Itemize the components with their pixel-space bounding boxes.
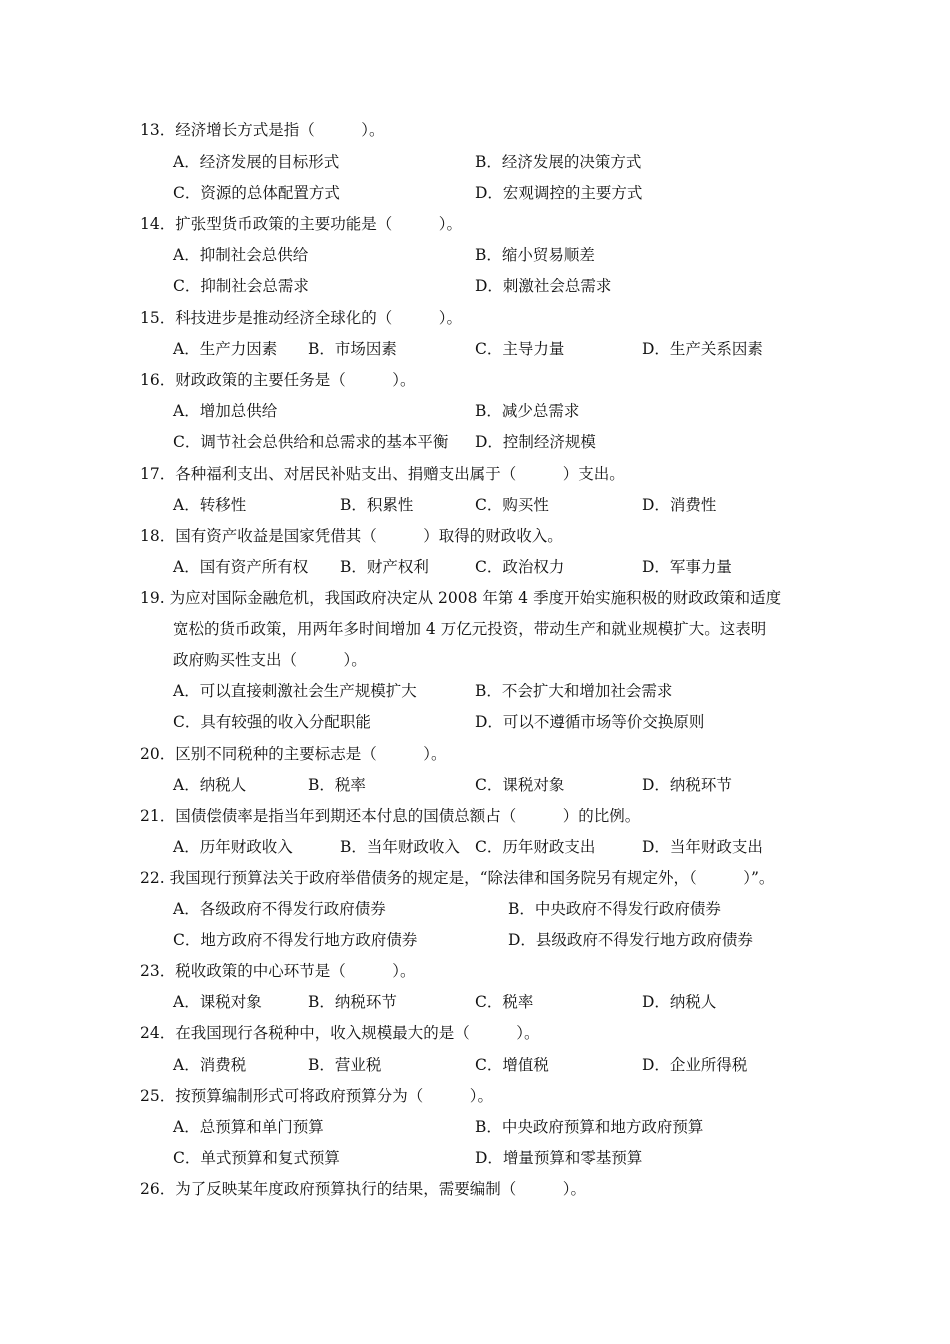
option-a: A．课税对象 xyxy=(173,993,262,1011)
option-row xyxy=(0,337,950,361)
option-d: D．县级政府不得发行地方政府债券 xyxy=(508,931,753,949)
question-22 xyxy=(0,866,950,890)
option-c: C．地方政府不得发行地方政府债券 xyxy=(173,931,418,949)
option-b: B．经济发展的决策方式 xyxy=(475,153,642,171)
option-c: C．购买性 xyxy=(475,496,549,514)
question-16 xyxy=(0,368,950,392)
option-d: D．纳税环节 xyxy=(642,776,732,794)
question-19-cont xyxy=(0,648,950,672)
question-15 xyxy=(0,306,950,330)
option-row xyxy=(0,150,950,174)
option-b: B．积累性 xyxy=(340,496,414,514)
option-b: B．减少总需求 xyxy=(475,402,580,420)
question-26 xyxy=(0,1177,950,1201)
option-d: D．军事力量 xyxy=(642,558,732,576)
option-row xyxy=(0,928,950,952)
option-a: A．转移性 xyxy=(173,496,247,514)
question-stem: 22. 我国现行预算法关于政府举借债务的规定是，“除法律和国务院另有规定外，（ ）”。 xyxy=(140,869,775,887)
option-b: B．当年财政收入 xyxy=(340,838,460,856)
option-c: C．资源的总体配置方式 xyxy=(173,184,340,202)
question-stem: 20．区别不同税种的主要标志是（ ）。 xyxy=(140,745,447,763)
question-stem: 14．扩张型货币政策的主要功能是（ ）。 xyxy=(140,215,462,233)
question-17 xyxy=(0,462,950,486)
option-a: A．可以直接刺激社会生产规模扩大 xyxy=(173,682,417,700)
question-stem-line-2: 宽松的货币政策，用两年多时间增加 4 万亿元投资，带动生产和就业规模扩大。这表明 xyxy=(173,620,767,638)
option-b: B．市场因素 xyxy=(308,340,397,358)
question-14 xyxy=(0,212,950,236)
option-c: C．政治权力 xyxy=(475,558,565,576)
question-stem: 17．各种福利支出、对居民补贴支出、捐赠支出属于（ ）支出。 xyxy=(140,465,625,483)
option-d: D．增量预算和零基预算 xyxy=(475,1149,643,1167)
option-row xyxy=(0,1053,950,1077)
option-c: C．税率 xyxy=(475,993,534,1011)
option-d: D．刺激社会总需求 xyxy=(475,277,612,295)
option-a: A．增加总供给 xyxy=(173,402,278,420)
option-d: D．当年财政支出 xyxy=(642,838,763,856)
option-a: A．历年财政收入 xyxy=(173,838,293,856)
question-18 xyxy=(0,524,950,548)
option-row xyxy=(0,181,950,205)
option-row xyxy=(0,274,950,298)
option-a: A．生产力因素 xyxy=(173,340,278,358)
option-c: C．调节社会总供给和总需求的基本平衡 xyxy=(173,433,449,451)
option-c: C．单式预算和复式预算 xyxy=(173,1149,340,1167)
question-stem: 26．为了反映某年度政府预算执行的结果，需要编制（ ）。 xyxy=(140,1180,586,1198)
question-24 xyxy=(0,1021,950,1045)
question-stem: 18．国有资产收益是国家凭借其（ ）取得的财政收入。 xyxy=(140,527,563,545)
option-b: B．财产权利 xyxy=(340,558,429,576)
option-c: C．抑制社会总需求 xyxy=(173,277,309,295)
option-d: D．企业所得税 xyxy=(642,1056,748,1074)
question-stem: 23．税收政策的中心环节是（ ）。 xyxy=(140,962,416,980)
option-row xyxy=(0,1146,950,1170)
question-23 xyxy=(0,959,950,983)
option-a: A．经济发展的目标形式 xyxy=(173,153,340,171)
option-b: B．不会扩大和增加社会需求 xyxy=(475,682,673,700)
option-d: D．消费性 xyxy=(642,496,717,514)
option-row xyxy=(0,243,950,267)
option-a: A．国有资产所有权 xyxy=(173,558,309,576)
option-d: D．控制经济规模 xyxy=(475,433,596,451)
question-20 xyxy=(0,742,950,766)
option-d: D．可以不遵循市场等价交换原则 xyxy=(475,713,705,731)
option-d: D．宏观调控的主要方式 xyxy=(475,184,643,202)
option-row xyxy=(0,679,950,703)
option-a: A．纳税人 xyxy=(173,776,247,794)
question-stem-line-3: 政府购买性支出（ ）。 xyxy=(173,651,367,669)
option-row xyxy=(0,710,950,734)
option-row xyxy=(0,1115,950,1139)
option-row xyxy=(0,835,950,859)
option-c: C．增值税 xyxy=(475,1056,549,1074)
question-stem: 25．按预算编制形式可将政府预算分为（ ）。 xyxy=(140,1087,493,1105)
option-c: C．课税对象 xyxy=(475,776,565,794)
option-row xyxy=(0,897,950,921)
option-row xyxy=(0,990,950,1014)
option-b: B．营业税 xyxy=(308,1056,382,1074)
option-row xyxy=(0,430,950,454)
question-stem: 16．财政政策的主要任务是（ ）。 xyxy=(140,371,416,389)
option-b: B．缩小贸易顺差 xyxy=(475,246,595,264)
option-row xyxy=(0,555,950,579)
option-b: B．中央政府不得发行政府债券 xyxy=(508,900,721,918)
option-row xyxy=(0,773,950,797)
question-stem-line-1: 19. 为应对国际金融危机，我国政府决定从 2008 年第 4 季度开始实施积极的财政政策和适度 xyxy=(140,589,782,607)
option-b: B．税率 xyxy=(308,776,366,794)
option-row xyxy=(0,399,950,423)
option-b: B．纳税环节 xyxy=(308,993,397,1011)
option-d: D．生产关系因素 xyxy=(642,340,763,358)
question-stem: 21．国债偿债率是指当年到期还本付息的国债总额占（ ）的比例。 xyxy=(140,807,641,825)
option-c: C．主导力量 xyxy=(475,340,565,358)
option-row xyxy=(0,493,950,517)
question-25 xyxy=(0,1084,950,1108)
option-a: A．消费税 xyxy=(173,1056,247,1074)
question-19-cont xyxy=(0,617,950,641)
question-stem: 13．经济增长方式是指（ ）。 xyxy=(140,121,385,139)
option-a: A．各级政府不得发行政府债券 xyxy=(173,900,386,918)
option-a: A．抑制社会总供给 xyxy=(173,246,309,264)
question-19 xyxy=(0,586,950,610)
question-21 xyxy=(0,804,950,828)
option-b: B．中央政府预算和地方政府预算 xyxy=(475,1118,704,1136)
option-c: C．具有较强的收入分配职能 xyxy=(173,713,371,731)
option-c: C．历年财政支出 xyxy=(475,838,596,856)
question-stem: 24．在我国现行各税种中，收入规模最大的是（ ）。 xyxy=(140,1024,540,1042)
question-13 xyxy=(0,118,950,142)
option-a: A．总预算和单门预算 xyxy=(173,1118,324,1136)
option-d: D．纳税人 xyxy=(642,993,717,1011)
question-stem: 15．科技进步是推动经济全球化的（ ）。 xyxy=(140,309,462,327)
